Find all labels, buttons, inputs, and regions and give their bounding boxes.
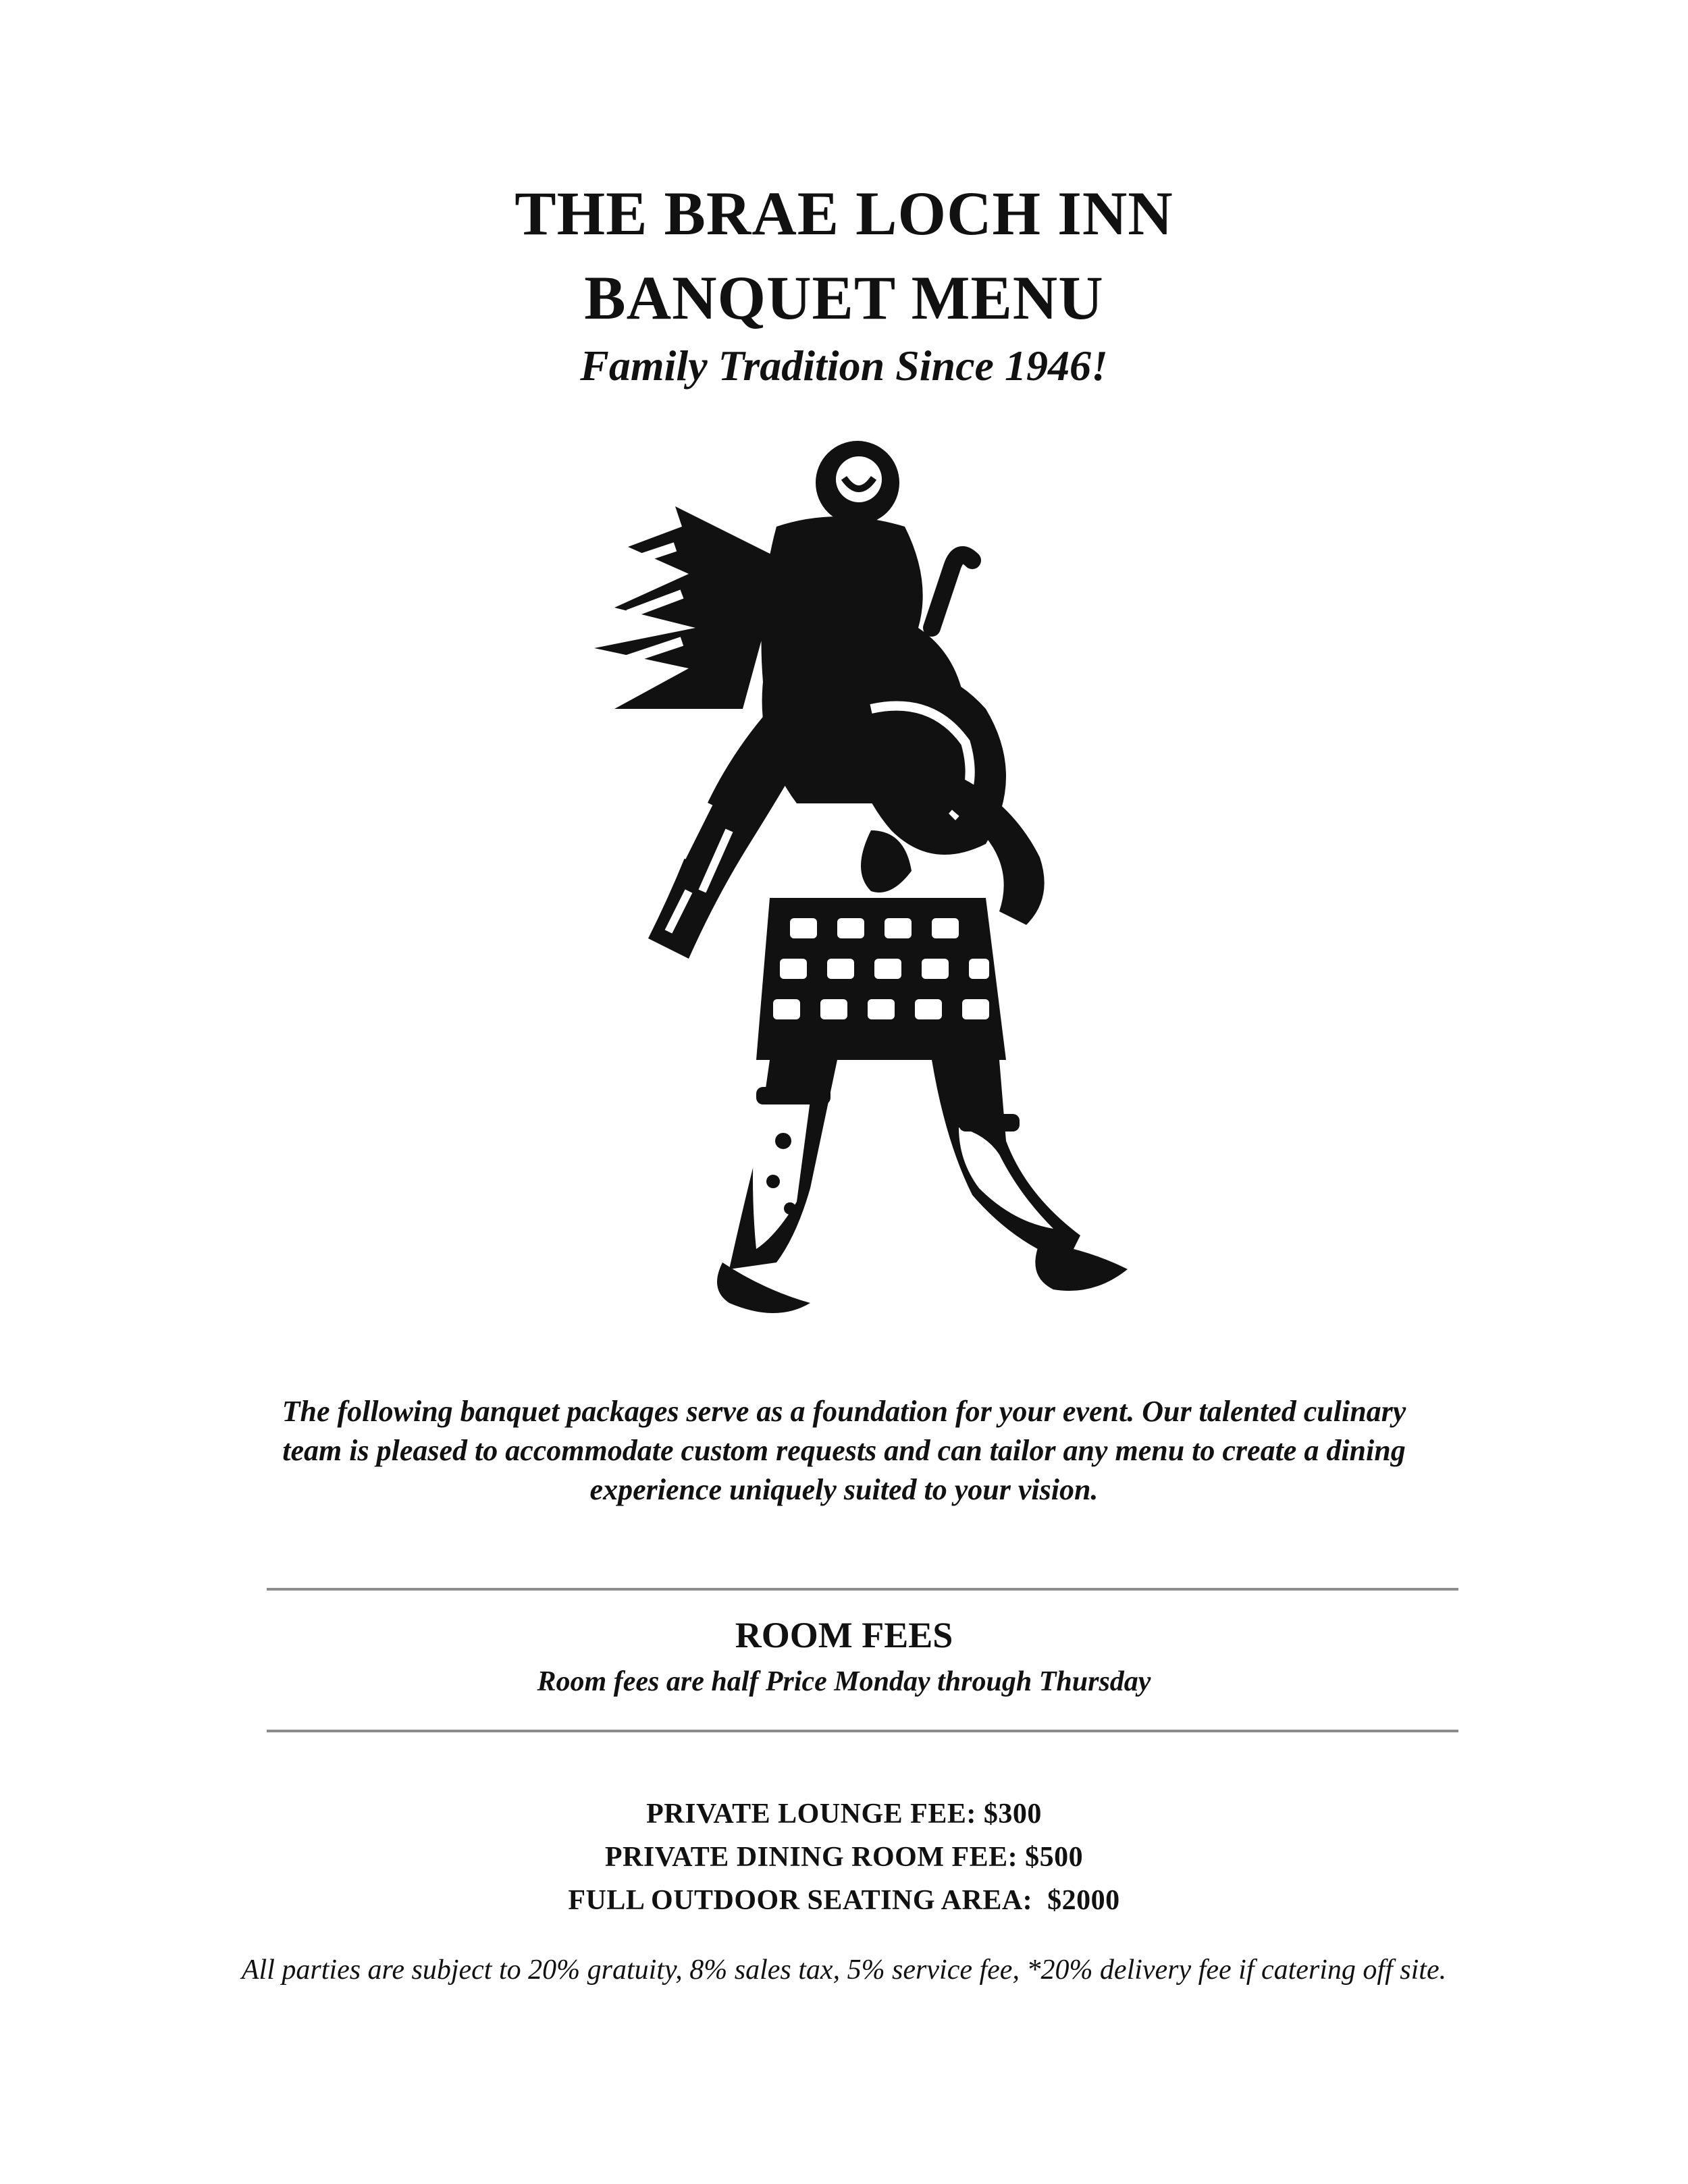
room-fees-heading: ROOM FEES xyxy=(735,1615,953,1655)
divider-bottom xyxy=(267,1730,1458,1732)
room-fee-list xyxy=(0,1792,1688,1922)
bagpiper-icon xyxy=(554,425,1134,1350)
room-fees-note: Room fees are half Price Monday through Thursday xyxy=(537,1666,1151,1697)
page-title-line1: THE BRAE LOCH INN xyxy=(515,179,1173,248)
fee-private-lounge: PRIVATE LOUNGE FEE: $300 xyxy=(646,1799,1042,1830)
fee-private-dining-room: PRIVATE DINING ROOM FEE: $500 xyxy=(604,1842,1084,1873)
footer-note: All parties are subject to 20% gratuity, 8% sales tax, 5% service fee, *20% delivery fee if catering off site. xyxy=(241,1954,1447,1986)
fee-outdoor-seating: FULL OUTDOOR SEATING AREA: $2000 xyxy=(568,1885,1120,1916)
tagline: Family Tradition Since 1946! xyxy=(580,342,1108,390)
page-title-line2: BANQUET MENU xyxy=(584,263,1104,332)
divider-top xyxy=(267,1588,1458,1591)
intro-paragraph: The following banquet packages serve as a foundation for your event. Our talented culinary team is pleased to accommodate custom requests and can tailor any menu to create a dining experience uniquely suited to your vision. xyxy=(282,1395,1406,1506)
